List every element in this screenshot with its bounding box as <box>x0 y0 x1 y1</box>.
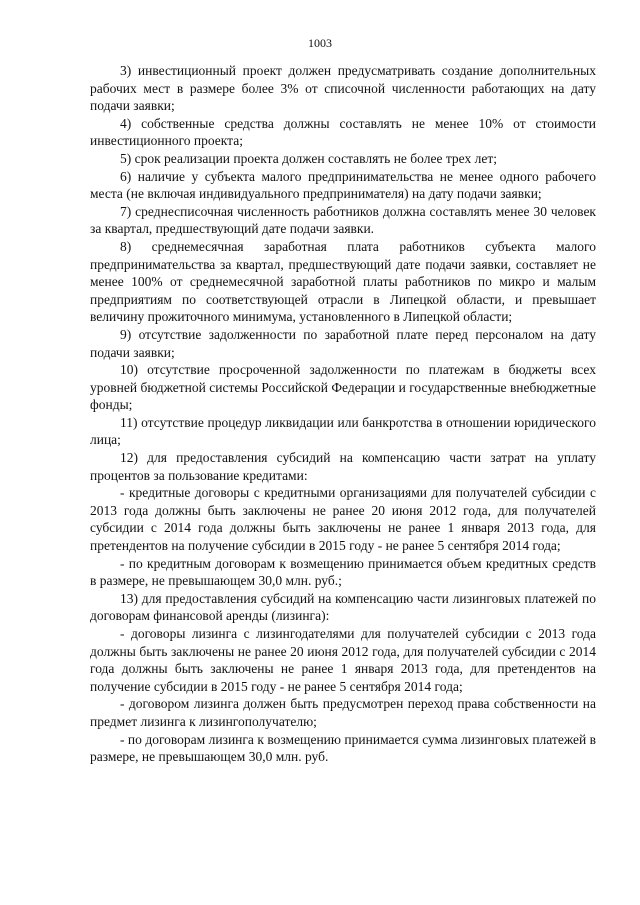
paragraph-condition-9: 9) отсутствие задолженности по заработной плате перед персоналом на дату подачи заявки; <box>90 326 596 360</box>
paragraph-condition-10: 10) отсутствие просроченной задолженности по платежам в бюджеты всех уровней бюджетной системы Российской Федерации и государственные внебюджетные фонды; <box>90 362 596 413</box>
document-body <box>90 62 596 766</box>
paragraph-condition-7: 7) среднесписочная численность работников должна составлять менее 30 человек за квартал, предшествующий дате подачи заявки. <box>90 203 596 237</box>
page-number: 1003 <box>308 36 332 50</box>
paragraph-condition-4: 4) собственные средства должны составлять не менее 10% от стоимости инвестиционного проекта; <box>90 115 596 149</box>
paragraph-condition-12: 12) для предоставления субсидий на компенсацию части затрат на уплату процентов за пользование кредитами: <box>90 450 596 483</box>
paragraph-credit-agreements: - кредитные договоры с кредитными организациями для получателей субсидии с 2013 года должны быть заключены не ранее 20 июня 2012 года, для получателей субсидии с 2014 года должны быть заключены не ранее 1 января 2013 года, для претендентов на получение субсидии в 2015 году - не ранее 5 сентября 2014 года; <box>90 485 596 554</box>
paragraph-condition-6: 6) наличие у субъекта малого предпринимательства не менее одного рабочего места (не включая индивидуального предпринимателя) на дату подачи заявки; <box>90 168 596 202</box>
paragraph-leasing-limit: - по договорам лизинга к возмещению принимается сумма лизинговых платежей в размере, не превышающем 30,0 млн. руб. <box>90 731 596 765</box>
paragraph-condition-3: 3) инвестиционный проект должен предусматривать создание дополнительных рабочих мест в размере более 3% от списочной численности работающих на дату подачи заявки; <box>90 63 596 114</box>
paragraph-leasing-ownership: - договором лизинга должен быть предусмотрен переход права собственности на предмет лизинга к лизингополучателю; <box>90 696 596 729</box>
paragraph-condition-13: 13) для предоставления субсидий на компенсацию части лизинговых платежей по договорам финансовой аренды (лизинга): <box>90 590 596 624</box>
paragraph-condition-5: 5) срок реализации проекта должен составлять не более трех лет; <box>120 150 497 166</box>
paragraph-credit-limit: - по кредитным договорам к возмещению принимается объем кредитных средств в размере, не превышающем 30,0 млн. руб.; <box>90 555 596 589</box>
paragraph-condition-11: 11) отсутствие процедур ликвидации или банкротства в отношении юридического лица; <box>90 414 596 448</box>
paragraph-leasing-agreements: - договоры лизинга с лизингодателями для получателей субсидии с 2013 года должны быть заключены не ранее 20 июня 2012 года, для получателей субсидии с 2014 года должны быть заключены не ранее 1 января 2013 года, для претендентов на получение субсидии в 2015 году - не ранее 5 сентября 2014 года; <box>90 626 596 694</box>
paragraph-condition-8: 8) среднемесячная заработная плата работников субъекта малого предпринимательства за квартал, предшествующий дате подачи заявки, составляет не менее 100% от среднемесячной заработной платы работников по микро и малым предприятиям по соответствующей отрасли в Липецкой области, и превышает величину прожиточного минимума, установленного в Липецкой области; <box>90 238 596 325</box>
